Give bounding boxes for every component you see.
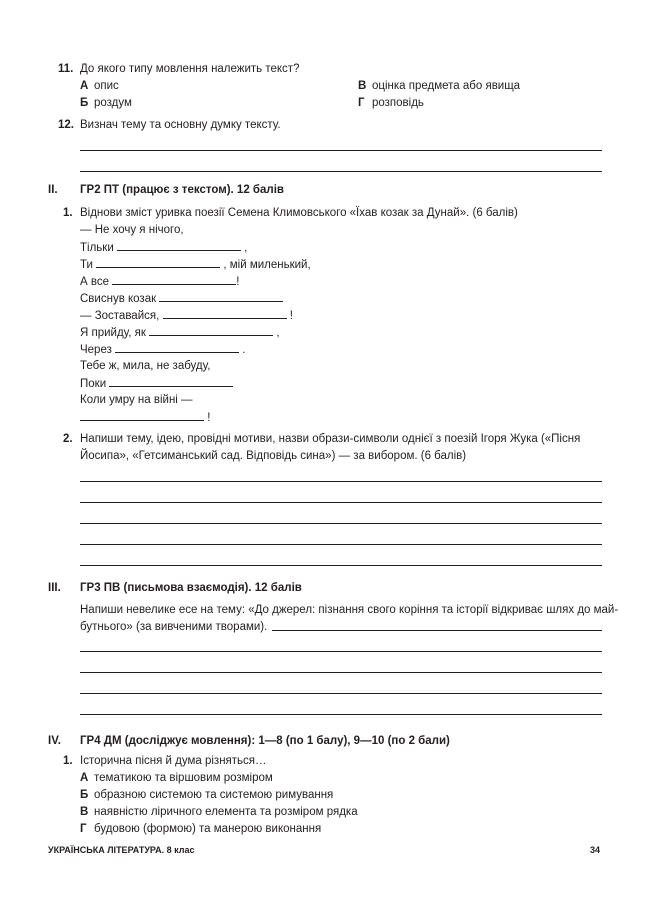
answer-line[interactable]	[272, 630, 602, 631]
fill-blank[interactable]	[163, 308, 287, 319]
poem-line-4: А все !	[80, 276, 240, 288]
answer-line[interactable]	[80, 672, 602, 673]
s3-prompt-line1: Напиши невелике есе на тему: «До джерел: пізнання свого коріння та історії відкриває шлях до май-	[80, 604, 619, 616]
poem-line-11: Коли умру на війні —	[80, 394, 193, 406]
section3-roman: III.	[48, 582, 61, 594]
poem-line-9: Тебе ж, мила, не забуду,	[80, 360, 211, 372]
answer-line[interactable]	[80, 150, 602, 151]
fill-blank[interactable]	[159, 291, 283, 302]
poem-line-1: — Не хочу я нічого,	[80, 224, 184, 236]
s2-task1-instruction: Віднови зміст уривка поезії Семена Климовського «Їхав козак за Дунай». (6 балів)	[80, 207, 518, 219]
s2-task2-number: 2.	[63, 433, 73, 445]
section4-title: ГР4 ДМ (досліджує мовлення): 1—8 (по 1 балу), 9—10 (по 2 бали)	[80, 735, 450, 747]
fill-blank[interactable]	[149, 325, 273, 336]
section2-roman: II.	[48, 184, 58, 196]
q12-question: Визнач тему та основну думку тексту.	[80, 119, 281, 131]
poem-line-6: — Зоставайся, !	[80, 310, 293, 322]
poem-line-12: !	[80, 410, 210, 425]
q11-option-g: Г розповідь	[358, 97, 424, 109]
s2-task2-line2: Йосипа», «Гетсиманський сад. Відповідь сина») — за вибором. (6 балів)	[80, 450, 467, 462]
s4-option-g: Г будовою (формою) та манерою виконання	[80, 823, 322, 835]
section4-roman: IV.	[48, 735, 62, 747]
s3-prompt-line2: бутнього» (за вивченими творами).	[80, 621, 268, 633]
s4-option-v: В наявністю ліричного елемента та розміром рядка	[80, 806, 358, 818]
answer-line[interactable]	[80, 523, 602, 524]
answer-line[interactable]	[80, 171, 602, 172]
page-number: 34	[590, 845, 601, 855]
section3-title: ГР3 ПВ (письмова взаємодія). 12 балів	[80, 582, 302, 594]
section2-title: ГР2 ПТ (працює з текстом). 12 балів	[80, 184, 284, 196]
footer-title: УКРАЇНСЬКА ЛІТЕРАТУРА. 8 клас	[48, 845, 195, 855]
fill-blank[interactable]	[80, 410, 204, 421]
fill-blank[interactable]	[112, 274, 236, 285]
q11-option-b: Б роздум	[80, 97, 132, 109]
answer-line[interactable]	[80, 544, 602, 545]
s2-task2-line1: Напиши тему, ідею, провідні мотиви, назви образи-символи однієї з поезій Ігоря Жука («Пісня	[80, 433, 581, 445]
answer-line[interactable]	[80, 502, 602, 503]
answer-line[interactable]	[80, 651, 602, 652]
s4-option-a: А тематикою та віршовим розміром	[80, 772, 273, 784]
q11-number: 11.	[58, 63, 74, 75]
poem-line-7: Я прийду, як ,	[80, 327, 280, 339]
fill-blank[interactable]	[96, 257, 220, 268]
fill-blank[interactable]	[115, 342, 239, 353]
poem-line-3: Ти , мій миленький,	[80, 259, 311, 271]
answer-line[interactable]	[80, 565, 602, 566]
q12-number: 12.	[58, 119, 74, 131]
q11-option-v: В оцінка предмета або явища	[358, 80, 521, 92]
poem-line-10: Поки	[80, 376, 233, 391]
poem-line-8: Через .	[80, 344, 246, 356]
q11-question: До якого типу мовлення належить текст?	[80, 63, 300, 75]
q11-option-a: А опис	[80, 80, 119, 92]
fill-blank[interactable]	[117, 240, 241, 251]
answer-line[interactable]	[80, 481, 602, 482]
poem-line-5: Свиснув козак	[80, 291, 283, 306]
answer-line[interactable]	[80, 714, 602, 715]
fill-blank[interactable]	[109, 376, 233, 387]
answer-line[interactable]	[80, 693, 602, 694]
s2-task1-number: 1.	[63, 207, 73, 219]
s4-task1-question: Історична пісня й дума різняться…	[80, 755, 267, 767]
s4-option-b: Б образною системою та системою римування	[80, 789, 334, 801]
s4-task1-number: 1.	[63, 755, 73, 767]
poem-line-2: Тільки ,	[80, 242, 248, 254]
